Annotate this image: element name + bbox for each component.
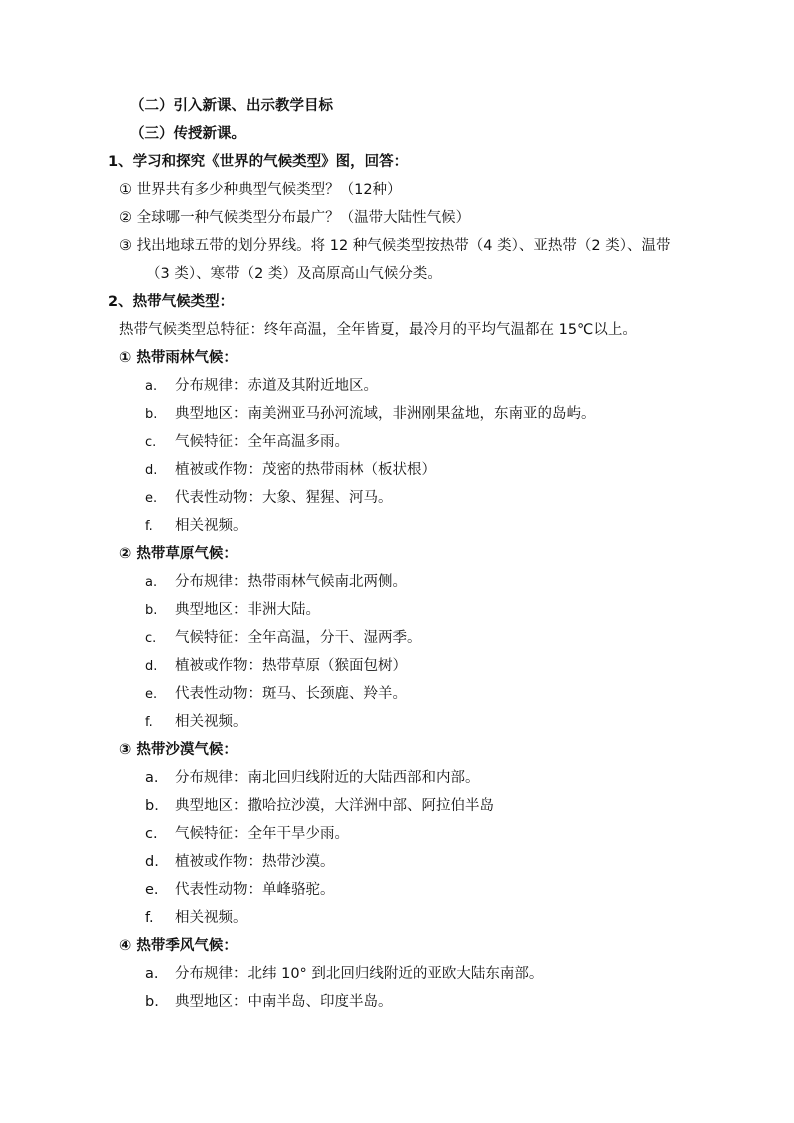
numbered-heading-1: 1、学习和探究《世界的气候类型》图，回答： bbox=[108, 154, 409, 170]
list-item: c. 气候特征：全年干旱少雨。 bbox=[145, 826, 349, 842]
list-item: a. 分布规律：赤道及其附近地区。 bbox=[145, 378, 378, 394]
question-1: ① 世界共有多少种典型气候类型？（12种） bbox=[119, 182, 402, 198]
list-item: e. 代表性动物：大象、猩猩、河马。 bbox=[145, 490, 393, 506]
list-item: a. 分布规律：南北回归线附近的大陆西部和内部。 bbox=[145, 770, 480, 786]
list-item: f. 相关视频。 bbox=[145, 518, 248, 534]
question-3-continued: （3 类）、寒带（2 类）及高原高山气候分类。 bbox=[146, 266, 442, 282]
list-item: e. 代表性动物：单峰骆驼。 bbox=[145, 882, 335, 898]
section-heading-teach: （三）传授新课。 bbox=[130, 126, 246, 142]
list-item: f. 相关视频。 bbox=[145, 910, 248, 926]
list-item: a. 分布规律：北纬 10° 到北回归线附近的亚欧大陆东南部。 bbox=[145, 966, 544, 982]
list-item: b. 典型地区：撒哈拉沙漠，大洋洲中部、阿拉伯半岛 bbox=[145, 798, 494, 814]
subheading-savanna: ② 热带草原气候： bbox=[119, 546, 238, 562]
subheading-rainforest: ① 热带雨林气候： bbox=[119, 350, 238, 366]
list-item: a. 分布规律：热带雨林气候南北两侧。 bbox=[145, 574, 407, 590]
list-item: c. 气候特征：全年高温，分干、湿两季。 bbox=[145, 630, 422, 646]
numbered-heading-2: 2、热带气候类型： bbox=[108, 294, 235, 310]
section-heading-intro: （二）引入新课、出示教学目标 bbox=[130, 98, 333, 114]
list-item: d. 植被或作物：热带沙漠。 bbox=[145, 854, 335, 870]
list-item: b. 典型地区：南美洲亚马孙河流域，非洲刚果盆地，东南亚的岛屿。 bbox=[145, 406, 596, 422]
subheading-monsoon: ④ 热带季风气候： bbox=[119, 938, 238, 954]
tropical-summary: 热带气候类型总特征：终年高温，全年皆夏，最冷月的平均气温都在 15℃以上。 bbox=[119, 322, 637, 338]
list-item: c. 气候特征：全年高温多雨。 bbox=[145, 434, 349, 450]
subheading-desert: ③ 热带沙漠气候： bbox=[119, 742, 238, 758]
list-item: b. 典型地区：非洲大陆。 bbox=[145, 602, 320, 618]
list-item: b. 典型地区：中南半岛、印度半岛。 bbox=[145, 994, 393, 1010]
question-2: ② 全球哪一种气候类型分布最广？（温带大陆性气候） bbox=[119, 210, 471, 226]
list-item: d. 植被或作物：热带草原（猴面包树） bbox=[145, 658, 407, 674]
list-item: e. 代表性动物：斑马、长颈鹿、羚羊。 bbox=[145, 686, 407, 702]
list-item: d. 植被或作物：茂密的热带雨林（板状根） bbox=[145, 462, 436, 478]
list-item: f. 相关视频。 bbox=[145, 714, 248, 730]
question-3: ③ 找出地球五带的划分界线。将 12 种气候类型按热带（4 类）、亚热带（2 类）、温带 bbox=[119, 238, 671, 254]
